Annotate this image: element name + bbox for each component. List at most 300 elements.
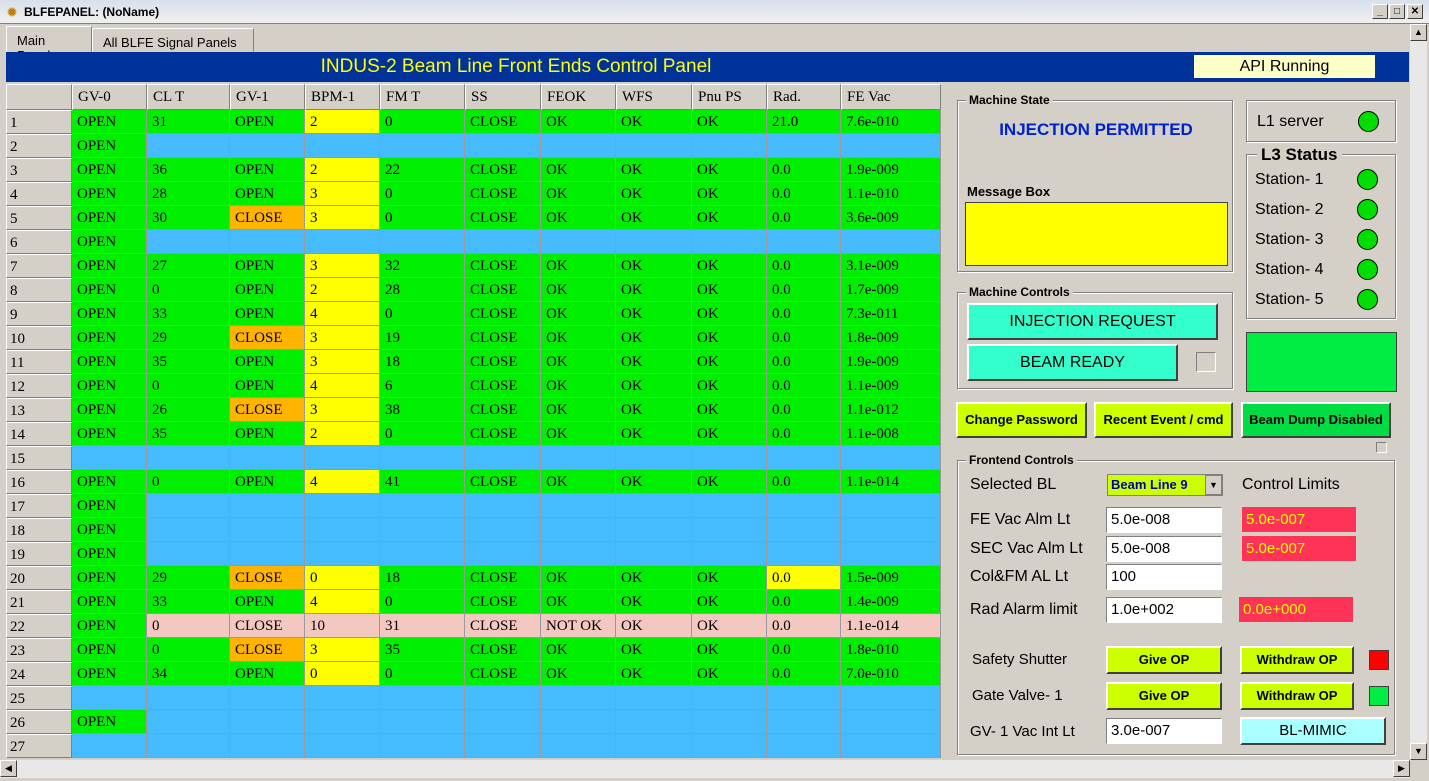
table-cell: OK <box>616 662 692 686</box>
table-cell: OK <box>616 254 692 278</box>
table-cell: 4 <box>305 374 380 398</box>
table-cell: OK <box>692 638 767 662</box>
table-cell <box>230 230 305 254</box>
table-cell <box>616 686 692 710</box>
table-cell: OK <box>692 422 767 446</box>
table-cell <box>380 518 465 542</box>
table-cell <box>465 710 541 734</box>
table-cell <box>230 710 305 734</box>
table-cell: 34 <box>147 662 230 686</box>
table-cell: OPEN <box>72 398 147 422</box>
table-cell: OK <box>692 614 767 638</box>
table-cell: OPEN <box>72 662 147 686</box>
control-limit-value: 0.0e+000 <box>1239 597 1353 622</box>
l3-station-status-led <box>1357 289 1378 310</box>
table-cell <box>616 134 692 158</box>
row-number[interactable]: 18 <box>6 518 72 542</box>
table-cell: OPEN <box>230 278 305 302</box>
column-header[interactable]: GV-1 <box>230 84 305 110</box>
table-cell <box>305 734 380 758</box>
change-password-button[interactable]: Change Password <box>956 402 1087 438</box>
row-number[interactable]: 23 <box>6 638 72 662</box>
table-cell: 2 <box>305 110 380 134</box>
table-cell: 41 <box>380 470 465 494</box>
table-cell: OK <box>541 470 616 494</box>
column-header[interactable]: FE Vac <box>841 84 941 110</box>
table-cell: 4 <box>305 470 380 494</box>
table-cell: CLOSE <box>230 398 305 422</box>
table-cell: OK <box>616 110 692 134</box>
table-cell: OPEN <box>230 590 305 614</box>
table-cell <box>616 446 692 470</box>
safety-shutter-status-indicator <box>1369 650 1389 670</box>
table-cell <box>230 518 305 542</box>
column-header[interactable]: Rad. <box>767 84 841 110</box>
table-cell: OK <box>616 422 692 446</box>
gv-vac-int-label: GV- 1 Vac Int Lt <box>970 723 1075 740</box>
beam-dump-button[interactable]: Beam Dump Disabled <box>1241 402 1391 438</box>
column-header[interactable]: FM T <box>380 84 465 110</box>
vertical-scrollbar[interactable] <box>1410 24 1427 760</box>
table-cell: 22 <box>380 158 465 182</box>
table-cell <box>147 734 230 758</box>
row-number[interactable]: 12 <box>6 374 72 398</box>
table-cell: OK <box>692 278 767 302</box>
table-cell: OPEN <box>72 134 147 158</box>
table-cell: 0.0 <box>767 374 841 398</box>
row-number[interactable]: 16 <box>6 470 72 494</box>
table-cell: 0 <box>305 566 380 590</box>
page-title: INDUS-2 Beam Line Front Ends Control Panel <box>320 56 712 77</box>
table-cell <box>692 686 767 710</box>
table-cell: CLOSE <box>465 470 541 494</box>
chevron-down-icon[interactable]: ▼ <box>1205 475 1222 495</box>
row-number[interactable]: 4 <box>6 182 72 206</box>
table-cell: 1.9e-009 <box>841 350 941 374</box>
row-number[interactable]: 21 <box>6 590 72 614</box>
table-cell: OK <box>541 158 616 182</box>
safety-shutter-withdraw-op-button[interactable]: Withdraw OP <box>1240 646 1354 674</box>
table-cell <box>767 518 841 542</box>
table-cell <box>841 446 941 470</box>
machine-controls-group <box>957 285 1233 389</box>
table-cell <box>692 134 767 158</box>
table-cell: CLOSE <box>230 326 305 350</box>
table-cell <box>147 446 230 470</box>
table-cell: OK <box>541 350 616 374</box>
table-cell: CLOSE <box>230 614 305 638</box>
table-cell <box>616 710 692 734</box>
table-cell: 3 <box>305 326 380 350</box>
table-cell: CLOSE <box>465 662 541 686</box>
table-cell: 1.8e-009 <box>841 326 941 350</box>
row-number[interactable]: 24 <box>6 662 72 686</box>
frontend-controls-label: Frontend Controls <box>966 453 1077 467</box>
row-number[interactable]: 15 <box>6 446 72 470</box>
table-cell: OPEN <box>230 182 305 206</box>
table-cell <box>305 134 380 158</box>
table-cell: 7.0e-010 <box>841 662 941 686</box>
control-limit-value: 5.0e-007 <box>1242 507 1356 532</box>
selected-bl-label: Selected BL <box>970 476 1057 493</box>
table-cell: 0.0 <box>767 350 841 374</box>
table-cell <box>305 446 380 470</box>
table-cell: OK <box>541 638 616 662</box>
beamline-select[interactable] <box>1107 474 1223 496</box>
table-cell: OK <box>616 326 692 350</box>
table-cell <box>72 446 147 470</box>
row-number[interactable]: 22 <box>6 614 72 638</box>
row-number[interactable]: 27 <box>6 734 72 758</box>
table-cell <box>72 686 147 710</box>
table-cell: 1.1e-010 <box>841 182 941 206</box>
table-cell: 29 <box>147 566 230 590</box>
table-cell: OPEN <box>230 374 305 398</box>
row-number[interactable]: 5 <box>6 206 72 230</box>
table-cell: 0 <box>380 590 465 614</box>
table-cell: 0 <box>380 110 465 134</box>
row-number[interactable]: 11 <box>6 350 72 374</box>
table-cell: 3 <box>305 350 380 374</box>
table-cell <box>841 542 941 566</box>
table-cell: OK <box>616 470 692 494</box>
frontend-field-input[interactable]: 5.0e-008 <box>1106 507 1222 533</box>
bl-mimic-button[interactable]: BL-MIMIC <box>1240 717 1386 745</box>
table-cell <box>230 686 305 710</box>
control-limits-label: Control Limits <box>1242 476 1340 493</box>
table-cell: CLOSE <box>465 206 541 230</box>
table-cell: OK <box>692 398 767 422</box>
table-cell: 7.6e-010 <box>841 110 941 134</box>
table-cell: OK <box>616 182 692 206</box>
table-cell <box>616 734 692 758</box>
table-cell: CLOSE <box>465 590 541 614</box>
table-cell <box>841 134 941 158</box>
tab-all-signal-panels[interactable]: All BLFE Signal Panels <box>92 28 254 52</box>
table-cell: 0 <box>380 302 465 326</box>
table-cell: 27 <box>147 254 230 278</box>
table-cell: 28 <box>380 278 465 302</box>
machine-state-value: INJECTION PERMITTED <box>999 120 1193 139</box>
table-cell <box>541 494 616 518</box>
frontend-field-input[interactable]: 5.0e-008 <box>1106 536 1222 562</box>
l3-station-label: Station- 1 <box>1255 171 1324 188</box>
table-cell <box>541 710 616 734</box>
frontend-field-label: FE Vac Alm Lt <box>970 511 1071 528</box>
table-cell: OK <box>692 566 767 590</box>
table-cell: CLOSE <box>465 182 541 206</box>
beam-ready-checkbox[interactable] <box>1196 352 1216 372</box>
table-cell <box>616 230 692 254</box>
table-cell <box>541 446 616 470</box>
table-cell: 1.1e-009 <box>841 374 941 398</box>
row-number[interactable]: 9 <box>6 302 72 326</box>
table-cell <box>541 134 616 158</box>
column-header[interactable]: WFS <box>616 84 692 110</box>
table-cell: 6 <box>380 374 465 398</box>
scroll-down-icon[interactable]: ▼ <box>1410 743 1427 760</box>
injection-request-button[interactable]: INJECTION REQUEST <box>967 303 1218 340</box>
table-cell: OPEN <box>72 326 147 350</box>
row-number[interactable]: 25 <box>6 686 72 710</box>
table-cell: CLOSE <box>465 158 541 182</box>
table-cell: OK <box>692 326 767 350</box>
gate-valve-status-indicator <box>1369 686 1389 706</box>
table-cell <box>616 542 692 566</box>
table-cell <box>767 134 841 158</box>
table-cell: 3.1e-009 <box>841 254 941 278</box>
beam-ready-button[interactable]: BEAM READY <box>967 344 1178 381</box>
header-bar <box>6 52 1409 82</box>
l3-station-status-led <box>1357 169 1378 190</box>
table-cell: 0.0 <box>767 206 841 230</box>
table-cell: OK <box>616 638 692 662</box>
table-cell: 3 <box>305 398 380 422</box>
column-header[interactable]: SS <box>465 84 541 110</box>
row-number[interactable]: 8 <box>6 278 72 302</box>
table-cell: 1.9e-009 <box>841 158 941 182</box>
table-cell: OK <box>541 566 616 590</box>
table-cell: OPEN <box>72 254 147 278</box>
table-cell: OPEN <box>72 158 147 182</box>
l3-station-status-led <box>1357 259 1378 280</box>
table-cell: OK <box>541 662 616 686</box>
table-cell: OK <box>692 374 767 398</box>
scroll-left-icon[interactable]: ◀ <box>0 760 17 777</box>
row-number[interactable]: 14 <box>6 422 72 446</box>
frontend-field-label: Col&FM AL Lt <box>970 568 1069 585</box>
table-cell: 31 <box>147 110 230 134</box>
row-number[interactable]: 1 <box>6 110 72 134</box>
l3-station-label: Station- 5 <box>1255 291 1324 308</box>
table-cell: 3 <box>305 206 380 230</box>
table-cell: 33 <box>147 590 230 614</box>
scroll-up-icon[interactable]: ▲ <box>1410 24 1427 41</box>
table-cell <box>541 734 616 758</box>
beam-dump-checkbox[interactable] <box>1376 442 1387 453</box>
table-cell <box>692 494 767 518</box>
column-header[interactable]: CL T <box>147 84 230 110</box>
table-cell: CLOSE <box>465 254 541 278</box>
table-cell <box>841 518 941 542</box>
table-cell: OK <box>692 590 767 614</box>
row-number[interactable]: 3 <box>6 158 72 182</box>
table-cell: CLOSE <box>465 398 541 422</box>
column-header[interactable]: BPM-1 <box>305 84 380 110</box>
machine-state-group <box>957 93 1233 272</box>
table-cell: OPEN <box>72 374 147 398</box>
table-cell <box>541 518 616 542</box>
table-cell <box>230 134 305 158</box>
row-number[interactable]: 7 <box>6 254 72 278</box>
table-cell: 0.0 <box>767 182 841 206</box>
table-cell <box>692 230 767 254</box>
table-cell: 0 <box>305 662 380 686</box>
row-number[interactable]: 2 <box>6 134 72 158</box>
table-cell <box>305 710 380 734</box>
minimize-icon[interactable]: _ <box>1372 4 1388 19</box>
table-cell: OK <box>616 590 692 614</box>
table-cell: 0 <box>380 206 465 230</box>
table-cell: OPEN <box>230 662 305 686</box>
gate-valve-label: Gate Valve- 1 <box>972 687 1063 704</box>
row-number[interactable]: 10 <box>6 326 72 350</box>
table-cell <box>380 734 465 758</box>
table-cell: OK <box>692 662 767 686</box>
horizontal-scrollbar[interactable] <box>0 760 1410 778</box>
table-cell: 18 <box>380 566 465 590</box>
table-cell: 0 <box>147 374 230 398</box>
table-cell: 0.0 <box>767 302 841 326</box>
frontend-field-label: SEC Vac Alm Lt <box>970 540 1083 557</box>
table-cell: 7.3e-011 <box>841 302 941 326</box>
table-cell: 26 <box>147 398 230 422</box>
table-cell <box>230 734 305 758</box>
table-cell: OK <box>692 110 767 134</box>
table-cell <box>147 518 230 542</box>
table-cell: 0 <box>380 182 465 206</box>
table-cell: 36 <box>147 158 230 182</box>
table-cell <box>692 542 767 566</box>
column-header[interactable]: GV-0 <box>72 84 147 110</box>
table-cell <box>541 686 616 710</box>
table-cell: 0.0 <box>767 398 841 422</box>
table-cell <box>465 518 541 542</box>
recent-event-button[interactable]: Recent Event / cmd <box>1094 402 1233 438</box>
table-cell: 1.8e-010 <box>841 638 941 662</box>
table-cell: 29 <box>147 326 230 350</box>
table-cell <box>767 710 841 734</box>
table-cell: OK <box>541 326 616 350</box>
table-cell: OK <box>541 110 616 134</box>
column-header[interactable]: Pnu PS <box>692 84 767 110</box>
table-cell: CLOSE <box>465 422 541 446</box>
row-number[interactable]: 19 <box>6 542 72 566</box>
table-cell: OK <box>692 302 767 326</box>
frontend-field-input[interactable]: 1.0e+002 <box>1106 597 1222 623</box>
table-cell: 0 <box>147 614 230 638</box>
close-icon[interactable]: ✕ <box>1407 4 1423 19</box>
window-title: BLFEPANEL: (NoName) <box>24 5 160 19</box>
row-number[interactable]: 20 <box>6 566 72 590</box>
table-cell: OK <box>616 158 692 182</box>
table-cell: 0 <box>380 422 465 446</box>
safety-shutter-label: Safety Shutter <box>972 651 1068 668</box>
table-cell: 1.7e-009 <box>841 278 941 302</box>
row-number[interactable]: 13 <box>6 398 72 422</box>
table-cell: OK <box>616 350 692 374</box>
table-cell: OK <box>616 374 692 398</box>
table-cell: 32 <box>380 254 465 278</box>
table-cell: OK <box>616 302 692 326</box>
table-cell: 4 <box>305 302 380 326</box>
row-number[interactable]: 17 <box>6 494 72 518</box>
table-cell: OPEN <box>230 350 305 374</box>
table-cell: OK <box>541 422 616 446</box>
column-header[interactable]: FEOK <box>541 84 616 110</box>
l3-status-group <box>1246 145 1396 319</box>
l3-station-label: Station- 4 <box>1255 261 1324 278</box>
table-cell: CLOSE <box>465 278 541 302</box>
table-cell: 33 <box>147 302 230 326</box>
gate-valve-give-op-button[interactable]: Give OP <box>1106 682 1222 710</box>
table-cell: 2 <box>305 158 380 182</box>
table-cell <box>841 686 941 710</box>
maximize-icon[interactable]: □ <box>1389 4 1405 19</box>
table-cell <box>380 686 465 710</box>
table-cell: CLOSE <box>465 302 541 326</box>
table-cell: OPEN <box>230 110 305 134</box>
table-cell <box>380 446 465 470</box>
table-cell: CLOSE <box>465 326 541 350</box>
table-cell: OK <box>616 566 692 590</box>
table-cell: 0 <box>147 470 230 494</box>
frontend-field-input[interactable]: 100 <box>1106 564 1222 590</box>
table-cell: OK <box>692 470 767 494</box>
table-cell <box>841 734 941 758</box>
table-cell <box>465 446 541 470</box>
table-cell: OK <box>692 350 767 374</box>
app-gear-icon: ✹ <box>6 4 18 20</box>
scroll-right-icon[interactable]: ▶ <box>1393 760 1410 777</box>
l3-station-label: Station- 2 <box>1255 201 1324 218</box>
safety-shutter-give-op-button[interactable]: Give OP <box>1106 646 1222 674</box>
table-cell <box>147 542 230 566</box>
table-cell: NOT OK <box>541 614 616 638</box>
row-number[interactable]: 6 <box>6 230 72 254</box>
table-cell: 31 <box>380 614 465 638</box>
table-cell: OK <box>541 590 616 614</box>
row-number[interactable]: 26 <box>6 710 72 734</box>
table-cell: OPEN <box>72 710 147 734</box>
table-cell: OPEN <box>72 566 147 590</box>
table-cell: OK <box>616 278 692 302</box>
table-cell: 19 <box>380 326 465 350</box>
table-cell <box>465 494 541 518</box>
table-cell: 0.0 <box>767 422 841 446</box>
l1-server-label: L1 server <box>1257 113 1324 130</box>
table-cell <box>692 734 767 758</box>
l3-station-status-led <box>1357 229 1378 250</box>
table-cell: OPEN <box>72 350 147 374</box>
gv-vac-int-field[interactable]: 3.0e-007 <box>1106 718 1222 744</box>
gate-valve-withdraw-op-button[interactable]: Withdraw OP <box>1240 682 1354 710</box>
beam-status-indicator <box>1246 332 1397 392</box>
table-cell: 0.0 <box>767 590 841 614</box>
table-cell: OPEN <box>230 254 305 278</box>
table-cell: CLOSE <box>230 206 305 230</box>
table-cell <box>230 494 305 518</box>
table-cell: CLOSE <box>465 566 541 590</box>
table-cell: OPEN <box>72 302 147 326</box>
table-cell: 3 <box>305 182 380 206</box>
message-box-label: Message Box <box>967 184 1051 199</box>
l1-server-group <box>1246 100 1396 142</box>
table-cell: 0.0 <box>767 566 841 590</box>
table-cell: OK <box>541 182 616 206</box>
table-cell: OPEN <box>72 470 147 494</box>
table-cell: OPEN <box>72 518 147 542</box>
table-cell <box>305 518 380 542</box>
table-cell <box>305 230 380 254</box>
table-cell: 0.0 <box>767 638 841 662</box>
table-cell <box>465 230 541 254</box>
tab-main-panel[interactable]: Main <box>6 26 92 52</box>
table-cell: OPEN <box>72 206 147 230</box>
table-cell: 30 <box>147 206 230 230</box>
table-cell: OK <box>541 278 616 302</box>
table-cell <box>147 494 230 518</box>
